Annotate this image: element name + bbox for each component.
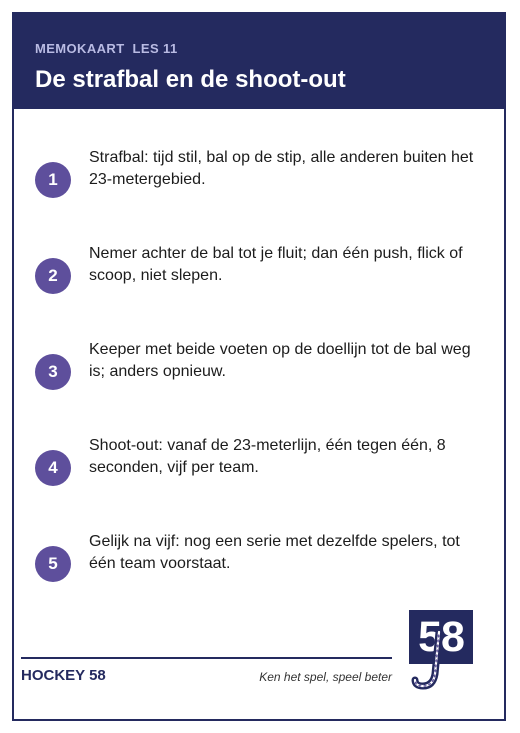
rule-number-badge: 1 (35, 162, 71, 198)
footer-tagline: Ken het spel, speel beter (259, 670, 392, 684)
rule-number-badge: 2 (35, 258, 71, 294)
card-kicker: MEMOKAART LES 11 (35, 41, 178, 56)
rule-item (12, 243, 506, 313)
logo-number: 58 (418, 613, 464, 661)
card-header (14, 14, 504, 109)
rule-item (12, 435, 506, 505)
rule-text: Keeper met beide voeten op de doellijn tot de bal weg is; anders opnieuw. (89, 341, 471, 380)
rule-text: Gelijk na vijf: nog een serie met dezelfde spelers, tot één team voorstaat. (89, 533, 460, 572)
rule-item (12, 147, 506, 217)
rule-text: Strafbal: tijd stil, bal op de stip, alle anderen buiten het 23-metergebied. (89, 149, 474, 188)
footer-brand: HOCKEY 58 (21, 667, 106, 684)
card-title: De strafbal en de shoot-out (35, 66, 346, 93)
rule-number-badge: 5 (35, 546, 71, 582)
hockey-stick-icon (405, 630, 445, 690)
rule-text: Nemer achter de bal tot je fluit; dan één push, flick of scoop, niet slepen. (89, 245, 463, 284)
rule-item (12, 339, 506, 409)
rule-item (12, 531, 506, 601)
rule-number-badge: 4 (35, 450, 71, 486)
rule-number-badge: 3 (35, 354, 71, 390)
rule-text: Shoot-out: vanaf de 23-meterlijn, één tegen één, 8 seconden, vijf per team. (89, 437, 446, 476)
footer-divider (21, 657, 392, 659)
